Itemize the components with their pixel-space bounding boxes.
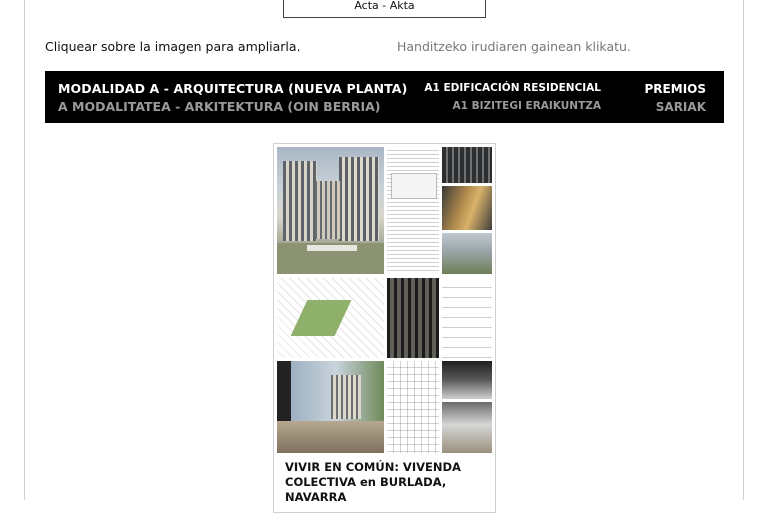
photo-facade-1	[442, 147, 492, 183]
modality-title-es: MODALIDAD A - ARQUITECTURA (NUEVA PLANTA)	[58, 81, 408, 96]
modality-title-eu: A MODALITATEA - ARKITEKTURA (OIN BERRIA)	[58, 99, 381, 114]
project-title[interactable]: VIVIR EN COMÚN: VIVENDA COLECTIVA en BURLADA, NAVARRA	[285, 460, 461, 504]
project-card[interactable]	[273, 143, 496, 513]
category-label-es: A1 EDIFICACIÓN RESIDENCIAL	[424, 82, 601, 94]
photo-facade-3	[442, 233, 492, 274]
photo-courtyard	[277, 147, 384, 274]
click-hint-eu: Handitzeko irudiaren gainean klikatu.	[397, 39, 631, 54]
click-hint-es: Cliquear sobre la imagen para ampliarla.	[45, 39, 301, 54]
photo-facade-2	[442, 186, 492, 230]
plan-drawings-1	[442, 278, 492, 358]
prize-label-eu: SARIAK	[655, 100, 706, 114]
photo-interior-1	[442, 361, 492, 399]
category-label-eu: A1 BIZITEGI ERAIKUNTZA	[452, 100, 601, 112]
text-block-top	[387, 147, 439, 274]
project-board-thumbnail[interactable]	[277, 147, 492, 453]
photo-facade-grid	[387, 278, 439, 358]
photo-interior-2	[442, 402, 492, 453]
photo-terrace	[277, 361, 384, 453]
acta-button[interactable]: Acta - Akta	[283, 0, 486, 18]
prize-label-es: PREMIOS	[644, 82, 706, 96]
category-banner	[45, 71, 724, 123]
axonometric-drawing	[277, 278, 384, 358]
plan-drawings-2	[387, 361, 439, 453]
